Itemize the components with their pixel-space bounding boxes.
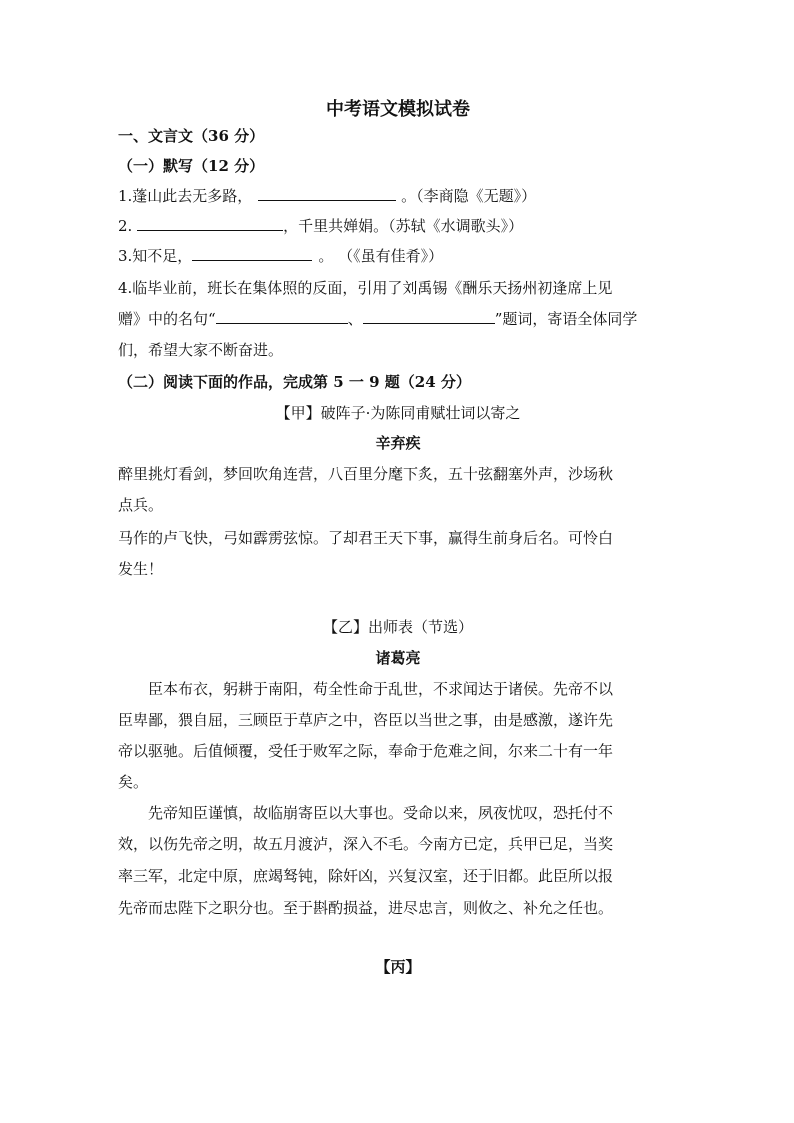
question-3 [118,246,678,266]
poem-jia-line: 醉里挑灯看剑，梦回吹角连营，八百里分麾下炙，五十弦翻塞外声，沙场秋 [118,465,614,483]
answer-blank[interactable] [137,216,283,231]
question-1-source: 。（李商隐《无题》） [396,187,537,205]
question-4-text-end: ”题词，寄语全体同学 [494,310,638,328]
answer-blank[interactable] [216,309,348,324]
question-2 [118,216,678,236]
question-3-source: 。 （《虽有佳肴》） [318,247,444,265]
part-heading-dictation: （一）默写（12 分） [118,157,265,175]
question-4-line-3: 们，希望大家不断奋进。 [118,341,284,359]
text-yi-paragraph-line: 先帝知臣谨慎，故临崩寄臣以大事也。受命以来，夙夜忧叹，恐托付不 [148,804,614,822]
text-yi-paragraph-line: 矣。 [118,773,149,791]
text-yi-paragraph-line: 效，以伤先帝之明，故五月渡泸，深入不毛。今南方已定，兵甲已足，当奖 [118,835,614,853]
text-yi-paragraph-line: 臣本布衣，躬耕于南阳，苟全性命于乱世，不求闻达于诸侯。先帝不以 [148,680,614,698]
question-1-text: 1.蓬山此去无多路， [118,187,253,205]
question-2-text: ，千里共婵娟。（苏轼《水调歌头》） [283,217,524,235]
poem-jia-line: 马作的卢飞快，弓如霹雳弦惊。了却君王天下事，赢得生前身后名。可怜白 [118,529,614,547]
question-2-number: 2. [118,217,138,235]
text-yi-paragraph-line: 率三军，北定中原，庶竭驽钝，除奸凶，兴复汉室，还于旧都。此臣所以报 [118,867,614,885]
question-4-line-1: 4.临毕业前，班长在集体照的反面，引用了刘禹锡《酬乐天扬州初逢席上见 [118,279,613,297]
text-yi-paragraph-line: 臣卑鄙，猥自屈，三顾臣于草庐之中，咨臣以当世之事，由是感激，遂许先 [118,711,614,729]
question-4-line-2 [118,309,678,329]
answer-blank[interactable] [192,246,312,261]
text-yi-paragraph-line: 帝以驱驰。后值倾覆，受任于败军之际，奉命于危难之间，尔来二十有一年 [118,742,614,760]
text-bing-title: 【丙】 [375,958,421,976]
question-3-text: 3.知不足， [118,247,193,265]
text-yi-paragraph-line: 先帝而忠陛下之职分也。至于斟酌损益，进尽忠言，则攸之、补允之任也。 [118,899,614,917]
page-title: 中考语文模拟试卷 [326,99,470,120]
poem-jia-line: 发生！ [118,560,164,578]
text-yi-title: 【乙】出师表（节选） [322,618,473,636]
answer-blank[interactable] [363,309,495,324]
question-1 [118,186,678,206]
answer-blank[interactable] [258,186,396,201]
section-heading: 一、文言文（36 分） [118,127,265,145]
text-yi-author: 诸葛亮 [375,649,421,667]
poem-jia-author: 辛弃疾 [375,434,421,452]
poem-jia-line: 点兵。 [118,496,164,514]
poem-jia-title: 【甲】破阵子·为陈同甫赋壮词以寄之 [275,404,521,422]
question-4-text: 赠》中的名句“ [118,310,216,328]
part-heading-reading: （二）阅读下面的作品，完成第 5 一 9 题（24 分） [118,373,471,391]
question-4-separator: 、 [347,310,363,328]
